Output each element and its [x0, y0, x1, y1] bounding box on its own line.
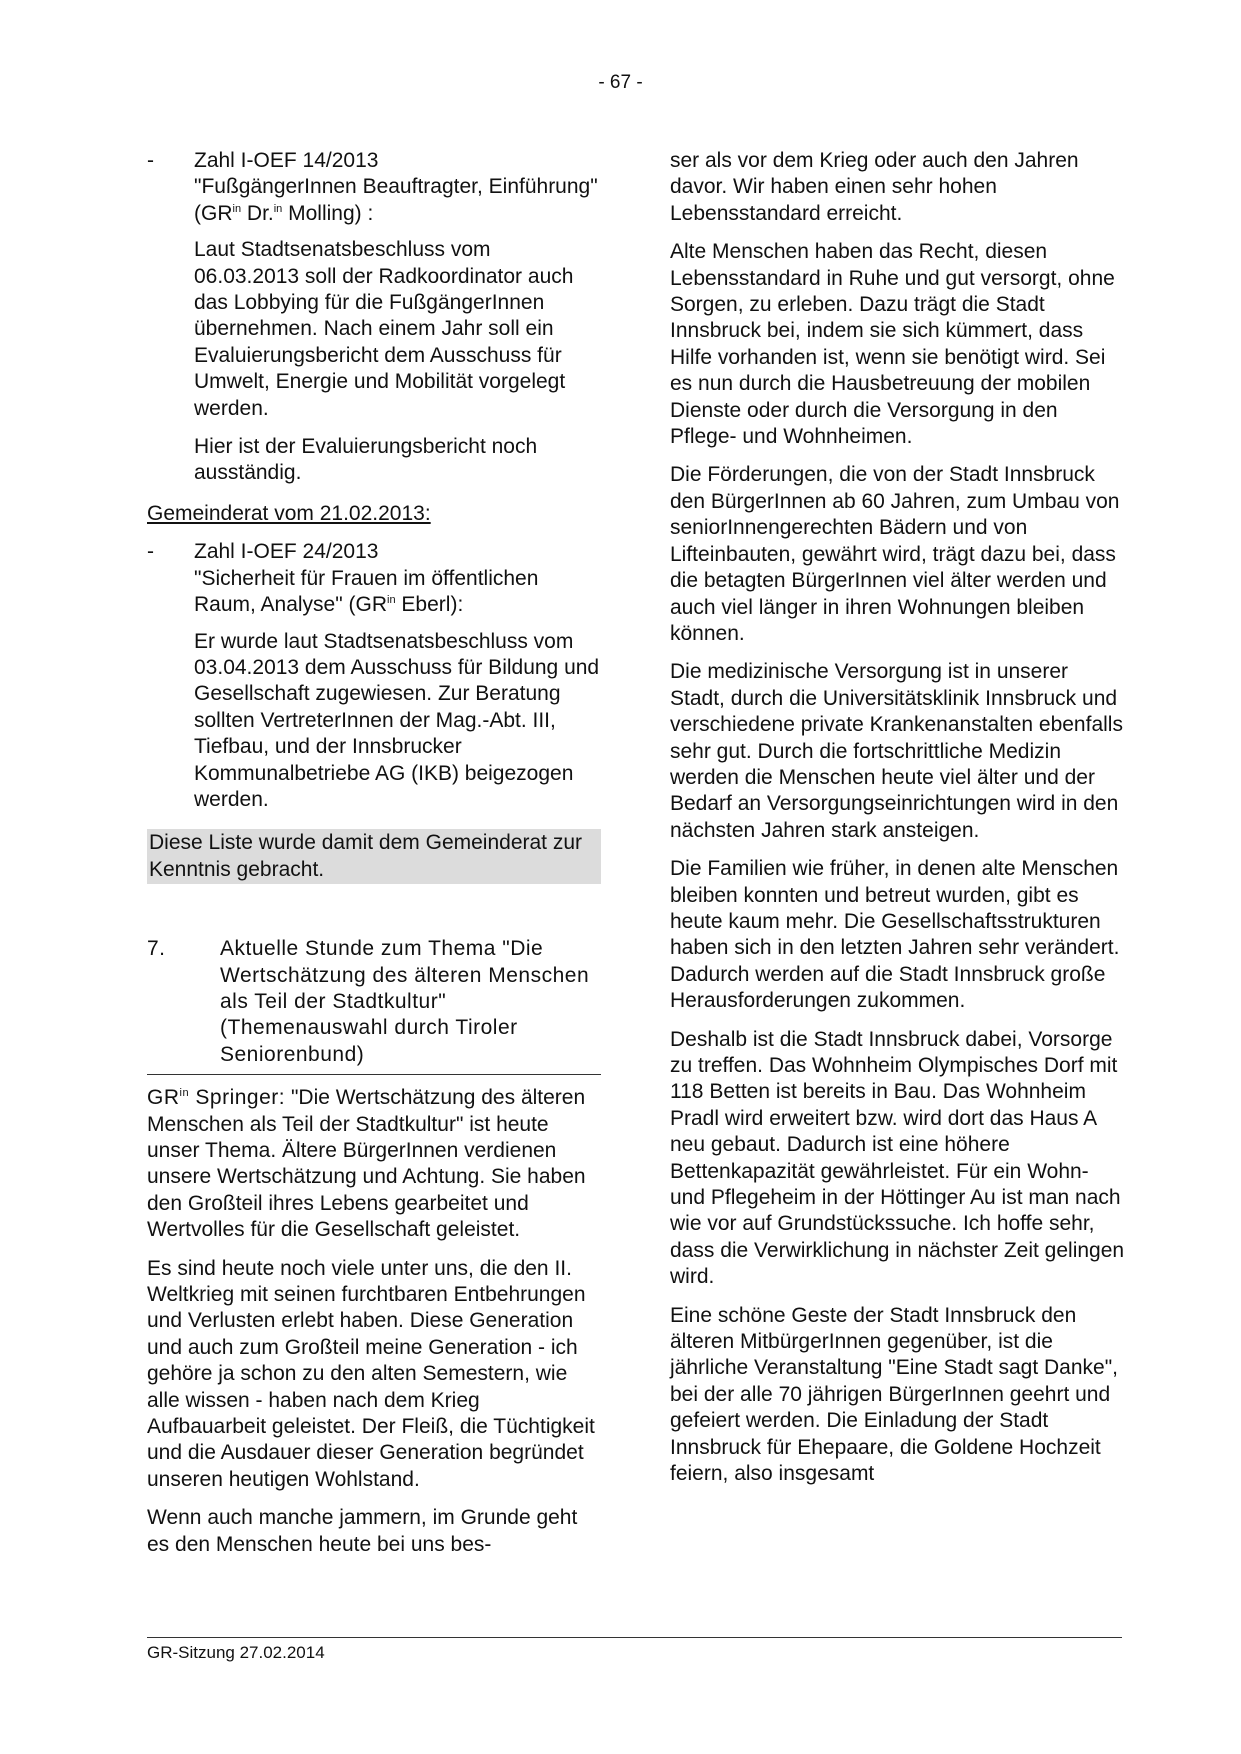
speech-paragraph: ser als vor dem Krieg oder auch den Jahren davor. Wir haben einen sehr hohen Lebensstandard erreicht. — [670, 149, 1079, 225]
item-paragraph: Er wurde laut Stadtsenatsbeschluss vom 03.04.2013 dem Ausschuss für Bildung und Gesellschaft zugewiesen. Zur Beratung sollten VertreterInnen der Mag.-Abt. III, Tiefbau, und der Innsbrucker Kommunalbetriebe AG (IKB) beigezogen werden. — [194, 629, 600, 811]
list-dash: - — [147, 149, 154, 172]
footer-divider — [147, 1637, 1122, 1638]
speech-paragraph: Eine schöne Geste der Stadt Innsbruck den älteren MitbürgerInnen gegenüber, ist die jährliche Veranstaltung "Eine Stadt sagt Danke", bei der alle 70 jährigen BürgerInnen geehrt und gefeiert werden. Die Einladung der Stadt Innsbruck für Ehepaare, die Goldene Hochzeit feiern, also insgesamt — [670, 1303, 1119, 1486]
speech-paragraph: Alte Menschen haben das Recht, diesen Lebensstandard in Ruhe und gut versorgt, ohne Sorgen, zu erleben. Dazu trägt die Stadt Innsbruck bei, indem sie sich kümmert, dass Hilfe vorhanden ist, wenn sie benötigt wird. Sei es nun durch die Hausbetreuung der mobilen Dienste oder durch die Versorgung in den Pflege- und Wohnheimen. — [670, 240, 1115, 449]
session-heading: Gemeinderat vom 21.02.2013: — [147, 501, 431, 525]
agenda-item-14-2013 — [147, 148, 601, 499]
section-number: 7. — [147, 937, 166, 961]
speech-paragraph: $GR^{in}$ Springer: "Die Wertschätzung des älteren Menschen als Teil der Stadtkultur" ist heute unser Thema. Ältere BürgerInnen verdienen unsere Wertschätzung und Achtung. Sie haben den Großteil ihres Lebens gearbeitet und Wertvolles für die Gesellschaft geleistet. — [147, 1086, 586, 1242]
agenda-item-24-2013 — [147, 539, 601, 825]
section-title: Aktuelle Stunde zum Thema "Die Wertschätzung des älteren Menschen als Teil der Stadtkultur" (Themenauswahl durch Tiroler Seniorenbund) — [220, 937, 590, 1066]
speech-paragraph: Die Familien wie früher, in denen alte Menschen bleiben konnten und betreut wurden, gibt es heute kaum mehr. Die Gesellschaftsstrukturen haben sich in den letzten Jahren sehr verändert. Dadurch werden auf die Stadt Innsbruck große Herausforderungen zukommen. — [670, 857, 1120, 1013]
section-heading — [147, 936, 601, 1068]
highlighted-note: Diese Liste wurde damit dem Gemeinderat zur Kenntnis gebracht. — [147, 829, 601, 884]
speech-paragraph: Es sind heute noch viele unter uns, die den II. Weltkrieg mit seinen furchtbaren Entbehrungen und Verlusten erlebt haben. Diese Generation und auch zum Großteil meine Generation - ich gehöre ja schon zu den alten Semestern, wie alle wissen - haben nach dem Krieg Aufbauarbeit geleistet. Der Fleiß, die Tüchtigkeit und die Ausdauer dieser Generation begründet unseren heutigen Wohlstand. — [147, 1256, 595, 1491]
item-title: Zahl I-OEF 14/2013 "FußgängerInnen Beauftragter, Einführung" ($GR^{in}$ Dr.$^{in}$ Molling) : — [194, 149, 598, 225]
right-column — [670, 148, 1128, 1500]
footer-text: GR-Sitzung 27.02.2014 — [147, 1643, 325, 1662]
speaker-label: $GR^{in}$ Springer: — [147, 1086, 286, 1110]
speech-paragraph: Wenn auch manche jammern, im Grunde geht es den Menschen heute bei uns bes- — [147, 1506, 578, 1556]
page-number: - 67 - — [598, 72, 643, 93]
item-paragraph: Laut Stadtsenatsbeschluss vom 06.03.2013 soll der Radkoordinator auch das Lobbying für die FußgängerInnen übernehmen. Nach einem Jahr soll ein Evaluierungsbericht dem Ausschuss für Umwelt, Energie und Mobilität vorgelegt werden. — [194, 238, 574, 420]
section-divider — [147, 1074, 601, 1075]
left-column — [147, 148, 601, 1570]
speech-paragraph: Die medizinische Versorgung ist in unserer Stadt, durch die Universitätsklinik Innsbruck und verschiedene private Krankenanstalten ebenfalls sehr gut. Durch die fortschrittliche Medizin werden die Menschen heute viel älter und der Bedarf an Versorgungseinrichtungen wird in den nächsten Jahren stark ansteigen. — [670, 660, 1123, 842]
list-dash: - — [147, 540, 154, 564]
speech-paragraph: Die Förderungen, die von der Stadt Innsbruck den BürgerInnen ab 60 Jahren, zum Umbau von seniorInnengerechten Bädern und von Lifteinbauten, gewährt wird, trägt dazu bei, dass die betagten BürgerInnen viel älter werden und auch viel länger in ihren Wohnungen bleiben können. — [670, 463, 1120, 645]
item-paragraph: Hier ist der Evaluierungsbericht noch ausständig. — [194, 435, 538, 485]
item-title: Zahl I-OEF 24/2013 "Sicherheit für Frauen im öffentlichen Raum, Analyse" ($GR^{in}$ Eberl): — [194, 540, 539, 617]
speech-paragraph: Deshalb ist die Stadt Innsbruck dabei, Vorsorge zu treffen. Das Wohnheim Olympisches Dorf mit 118 Betten ist bereits in Bau. Das Wohnheim Pradl wird erweitert bzw. wird dort das Haus A neu gebaut. Dadurch ist eine höhere Bettenkapazität gewährleistet. Für ein Wohn- und Pflegeheim in der Höttinger Au ist man nach wie vor auf Grundstückssuche. Ich hoffe sehr, dass die Verwirklichung in nächster Zeit gelingen wird. — [670, 1027, 1125, 1289]
